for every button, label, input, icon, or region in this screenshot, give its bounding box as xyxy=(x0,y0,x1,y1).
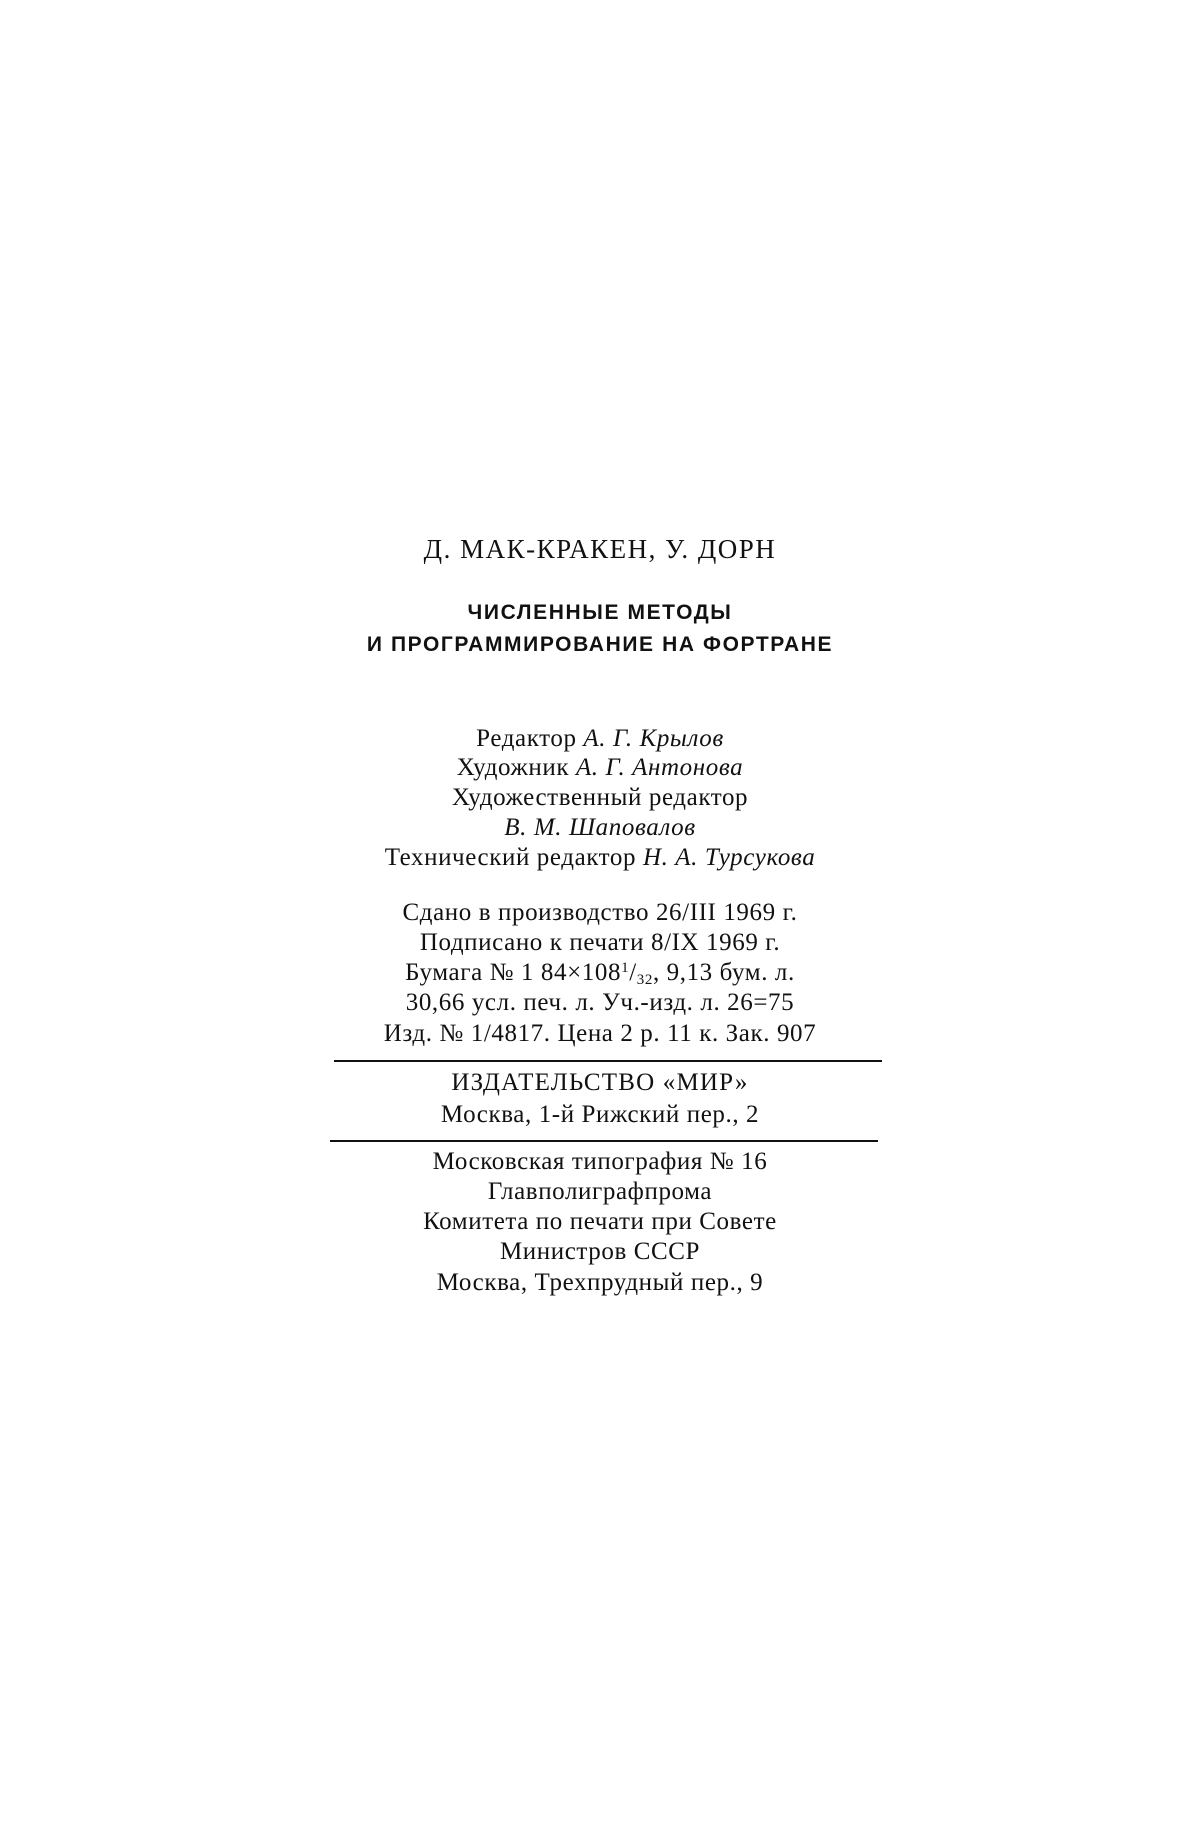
tech-editor-credit xyxy=(0,843,1200,873)
printer-line-2: Главполиграфпрома xyxy=(487,1178,713,1205)
publisher-name: ИЗДАТЕЛЬСТВО «МИР» xyxy=(451,1069,749,1096)
art-editor-role: Художественный редактор xyxy=(451,784,749,811)
paper-format-numerator: 1 xyxy=(621,960,630,976)
editor-name: А. Г. Крылов xyxy=(583,725,724,752)
signed-date: Подписано к печати 8/IX 1969 г. xyxy=(419,929,781,956)
tech-editor-role: Технический редактор xyxy=(384,844,637,871)
printer-line-3: Комитета по печати при Совете xyxy=(423,1208,777,1235)
printer-line-5: Москва, Трехпрудный пер., 9 xyxy=(436,1269,764,1296)
printer-line-4: Министров СССР xyxy=(499,1238,701,1265)
publisher-address: Москва, 1-й Рижский пер., 2 xyxy=(440,1101,760,1128)
paper-format-denominator: 32 xyxy=(636,972,653,988)
divider-rule-bottom xyxy=(330,1140,878,1142)
paper-format: Бумага № 1 $84\times 108^1/_{32}$, 9,13 бум. л. xyxy=(405,959,795,988)
editor-credit xyxy=(0,724,1200,754)
editor-role: Редактор xyxy=(476,725,577,752)
sheet-count: 30,66 усл. печ. л. Уч.-изд. л. 26=75 xyxy=(405,989,795,1016)
artist-role: Художник xyxy=(456,754,570,781)
art-editor-name: В. М. Шаповалов xyxy=(504,814,696,841)
book-title-line-1: ЧИСЛЕННЫЕ МЕТОДЫ xyxy=(467,601,733,624)
paper-format-prefix: Бумага № 1 84×108 xyxy=(405,959,622,986)
book-title-line-2: И ПРОГРАММИРОВАНИЕ НА ФОРТРАНЕ xyxy=(366,633,834,656)
book-authors: Д. МАК-КРАКЕН, У. ДОРН xyxy=(423,534,777,564)
artist-name: А. Г. Антонова xyxy=(575,754,744,781)
paper-format-suffix: , 9,13 бум. л. xyxy=(652,959,795,986)
edition-info: Изд. № 1/4817. Цена 2 р. 11 к. Зак. 907 xyxy=(383,1020,817,1047)
submitted-date: Сдано в производство 26/III 1969 г. xyxy=(402,899,798,926)
artist-credit xyxy=(0,753,1200,783)
divider-rule-top xyxy=(334,1060,882,1062)
tech-editor-name: Н. А. Турсукова xyxy=(642,844,816,871)
printer-line-1: Московская типография № 16 xyxy=(432,1148,768,1175)
